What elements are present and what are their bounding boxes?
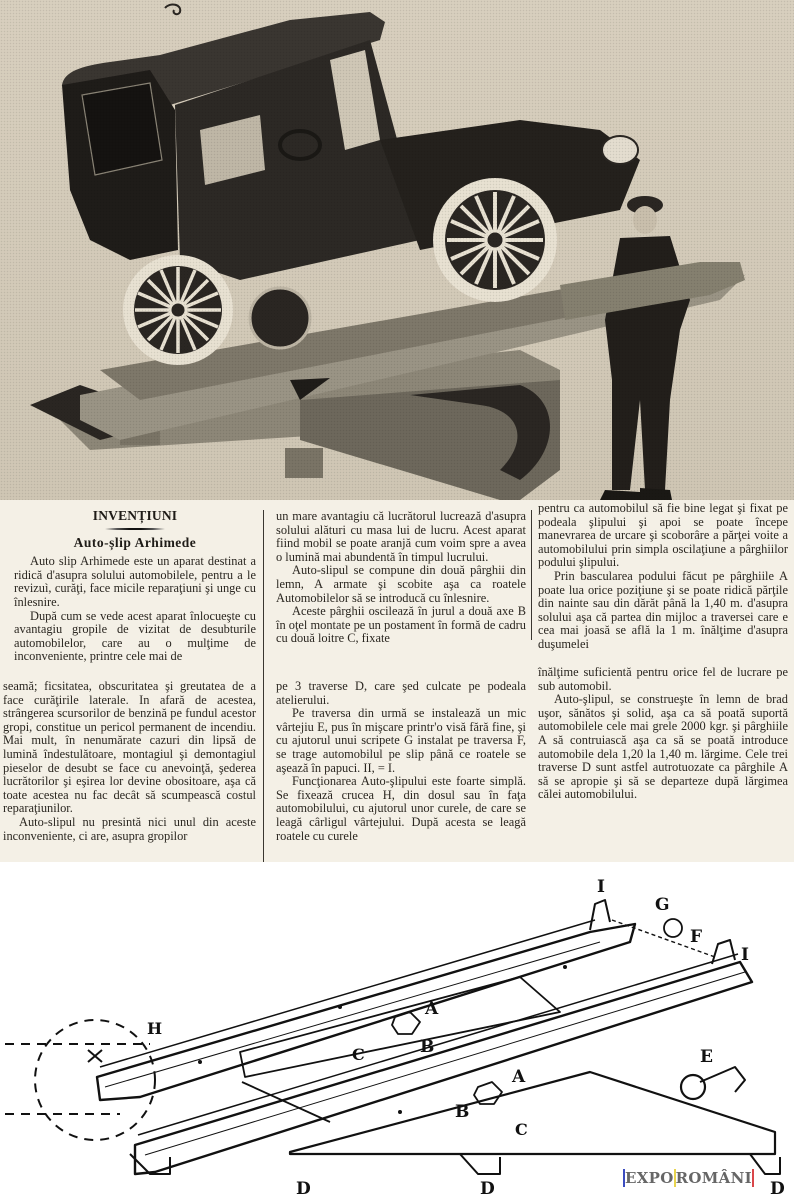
- paragraph: Auto-şlipul, se construeşte în lemn de brad uşor, sănătos şi solid, aşa ca să poată suportă automobilele cele mai grele 2000 kgr. şi pârghiile A să contruiască aşa ca să se poată introduce automobile dela 1,20 la 1,40 m. lărgime. Cele trei traverse D sunt astfel autrotuozate ca pârghile A să se apropie şi să se departeze după lărgimea călei automobilului.: [538, 692, 788, 802]
- column-divider: [531, 510, 532, 640]
- column-1-bottom: [3, 680, 256, 843]
- front-wheel: [433, 178, 557, 302]
- watermark-text-expo: EXPO: [625, 1169, 674, 1187]
- frame-c-front: [290, 1072, 775, 1154]
- title-ornament: [105, 528, 165, 530]
- label-i-right: I: [741, 945, 749, 965]
- paragraph: Auto-slipul se compune din două pârghii din lemn, A armate şi scobite aşa ca roatele Automobilelor să se introducă cu înlesnire.: [276, 563, 526, 605]
- watermark: [623, 1167, 754, 1189]
- lever-a-upper: [97, 924, 635, 1100]
- axis-b-lower: [474, 1082, 502, 1104]
- paragraph: Auto slip Arhimede este un aparat destinat a ridică d'asupra solului automobilele, pentru a le revizuì, curăţi, face micile reparaţiuni şi unge cu înlesnire.: [14, 554, 256, 609]
- column-1-top: [14, 500, 256, 664]
- paragraph: Auto-slipul nu presintă nici unul din aceste inconveniente, ci are, asupra gropilor: [3, 814, 256, 843]
- label-i-left: I: [597, 877, 605, 897]
- cross-h: [88, 1050, 102, 1062]
- section-title: INVENȚIUNI: [92, 508, 178, 523]
- rear-wheel-far: [250, 288, 310, 348]
- lever-a-lower: [135, 962, 752, 1174]
- label-h: H: [147, 1019, 163, 1038]
- rear-wheel: [123, 255, 233, 365]
- paragraph: Pe traversa din urmă se instalează un mic vârtejiu E, pus în mişcare printr'o visă fără fine, şi cu ajutorul unui scripete G instalat pe traversa F, se trage automobilul pe slip până ce roatele se aşează în papuci. II, = I.: [276, 706, 526, 775]
- column-3-bottom: [538, 666, 788, 802]
- winch-e: [681, 1075, 705, 1099]
- label-c-front: C: [515, 1120, 528, 1139]
- label-c-back: C: [352, 1045, 365, 1064]
- traverse-d-3: [750, 1154, 780, 1174]
- frame-c-back: [240, 977, 560, 1077]
- shoe-i-left: [590, 900, 610, 930]
- label-a-upper: A: [425, 999, 439, 1019]
- watermark-text-romani: ROMÂNI: [675, 1169, 752, 1187]
- label-d-3: D: [770, 1179, 785, 1199]
- auto-slip-photo: [0, 0, 794, 500]
- label-b-upper: B: [420, 1037, 435, 1057]
- label-a-lower: A: [512, 1067, 526, 1087]
- paragraph: Prin bascularea podului făcut pe pârghiile A poate lua orice poziţiune şi se poate ridică părţile din nainte sau din dărăt până la 1,40 m. d'asupra solului aşa că partea din mijloc a traversei care e cea mai joasă se află la 1 m. înălţime d'asupra duşumelei: [538, 568, 788, 651]
- paragraph: pe 3 traverse D, care şed culcate pe podeala atelierului.: [276, 679, 526, 707]
- label-d-2: D: [480, 1179, 495, 1199]
- label-g: G: [655, 895, 670, 915]
- wheel-outline: [35, 1020, 155, 1140]
- paragraph: un mare avantagiu că lucrătorul lucrează d'asupra solului alături cu masa lui de lucru. Acest aparat fiind mobil se poate aranjă cum voim spre a avea o lumină mai abundentă în timpul lucrului.: [276, 509, 526, 564]
- label-d-1: D: [296, 1179, 311, 1199]
- watermark-bar-red: [752, 1169, 754, 1187]
- paragraph: Funcţionarea Auto-şlipului este foarte simplă. Se fixează crucea H, din dosul sau în faţa automobilului, cu ajutorul unor curele, de care se leagă cârligul vârtejului. După acesta se leagă roatele cu curele: [276, 774, 526, 843]
- paragraph: pentru ca automobilul să fie bine legat şi fixat pe podeala şlipului şi apoi se poate începe manevrarea de urcare şi scoborâre a părţei voite a automobilului prin simpla oscilaţiune a pârghiilor podului şlipului.: [538, 501, 788, 570]
- paragraph: După cum se vede acest aparat înlocueşte cu avantagiu gropile de vizitat de desubturile automobilelor, care au o mulţime de inconveniente, printre cele mai de: [14, 608, 256, 664]
- diagram-drawing: [0, 862, 794, 1200]
- column-2-bottom: [276, 680, 526, 843]
- column-2-top: [276, 510, 526, 646]
- traverse-d-2: [460, 1154, 500, 1174]
- article: [0, 500, 794, 862]
- article-title: Auto-șlip Arhimede: [73, 534, 197, 550]
- label-f: F: [690, 927, 703, 947]
- paragraph: Aceste pârghii oscilează în jurul a două axe B în oţel montate pe un postament în formă de cadru cu două loitre C, fixate: [276, 604, 526, 646]
- label-e: E: [700, 1047, 713, 1067]
- photo-illustration: [0, 0, 794, 500]
- pulley-g: [664, 919, 682, 937]
- column-3-top: [538, 502, 788, 652]
- auto-slip-diagram: [0, 862, 794, 1200]
- paragraph: înălţime suficientă pentru orice fel de lucrare pe sub automobil.: [538, 665, 788, 693]
- label-b-lower: B: [455, 1102, 470, 1122]
- column-divider: [263, 510, 264, 862]
- paragraph: seamă; ficsitatea, obscuritatea şi greutatea de a face curăţirile laterale. In afară de acestea, strângerea scursorilor de benzină pe fundul acestor gropi, constitue un pericol permanent de incendiu. Mai mult, în nenumărate cazuri din lipsă de lumină îndestulătoare, montagiul şi demontagiul pieselor de desubt se face cu anevoinţă, şederea lucrătorilor şi eşirea lor devine obositoare, aşa că toate acestea nu fac decât să scumpească costul reparaţiunilor.: [3, 679, 256, 816]
